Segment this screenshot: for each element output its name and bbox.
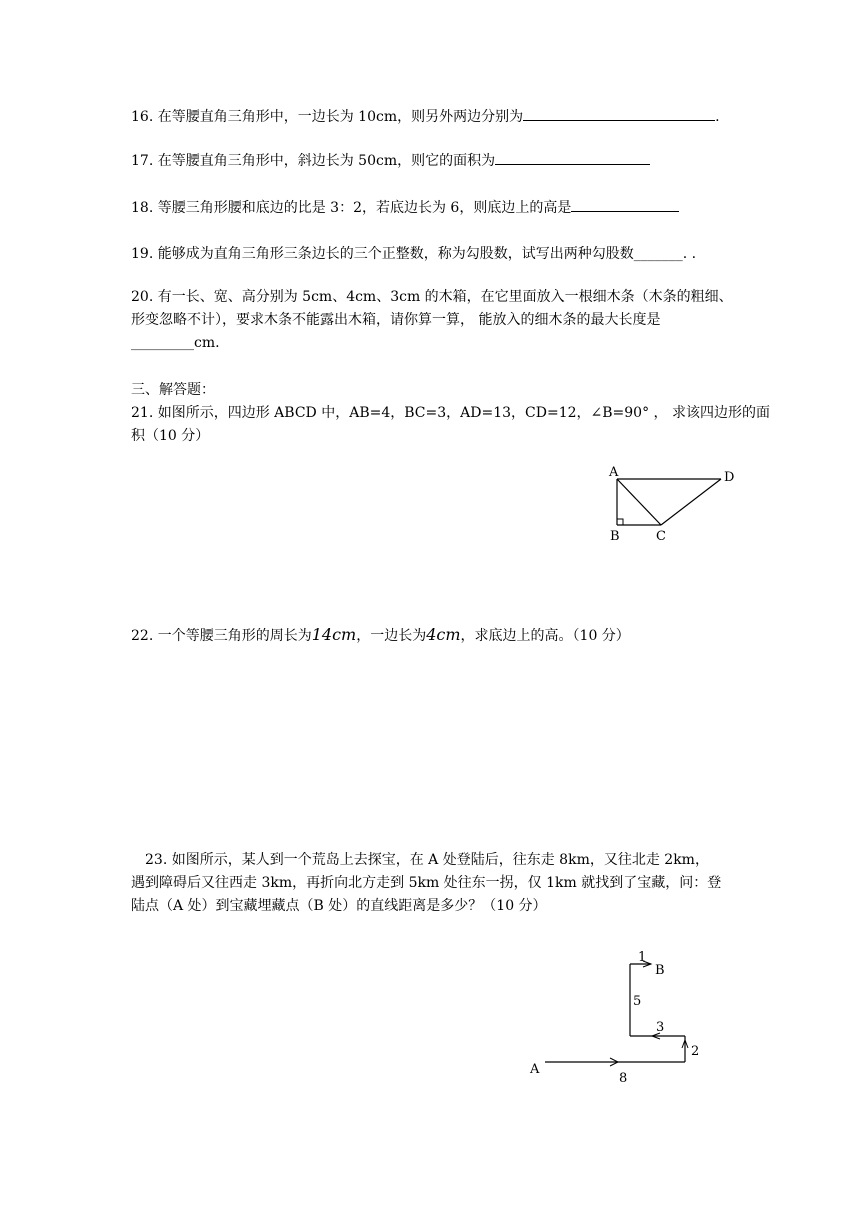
- question-23-line-3: 陆点（A 处）到宝藏埋藏点（B 处）的直线距离是多少？（10 分）: [131, 898, 547, 914]
- label-east-8: 8: [619, 1071, 628, 1086]
- question-20-unit: cm.: [194, 335, 220, 351]
- question-19: [131, 244, 696, 264]
- question-16-tail: .: [715, 109, 720, 125]
- question-18-text: 18. 等腰三角形腰和底边的比是 3：2，若底边长为 6，则底边上的高是: [131, 200, 572, 216]
- question-19-text: 19. 能够成为直角三角形三条边长的三个正整数，称为勾股数，试写出两种勾股数: [131, 246, 634, 262]
- question-20-line-2: 形变忽略不计），要求木条不能露出木箱，请你算一算， 能放入的细木条的最大长度是: [131, 312, 661, 328]
- question-18: [131, 197, 679, 218]
- label-east-1: 1: [638, 950, 647, 965]
- label-north-5: 5: [633, 994, 642, 1009]
- perimeter-value: 14cm: [311, 625, 357, 644]
- question-22-post: ，求底边上的高。（10 分）: [460, 628, 630, 644]
- answer-blank-17[interactable]: [495, 150, 650, 165]
- question-20-line-1: 20. 有一长、宽、高分别为 5cm、4cm、3cm 的木箱，在它里面放入一根细木条（木条的粗细、: [131, 289, 733, 305]
- question-21-line-1: 21. 如图所示，四边形 ABCD 中，AB=4，BC=3，AD=13，CD=12，∠B=90° ， 求该四边形的面: [131, 405, 770, 421]
- question-20-line-3: [131, 333, 220, 353]
- label-c: C: [656, 529, 666, 544]
- label-d: D: [724, 470, 735, 485]
- label-west-3: 3: [656, 1020, 665, 1035]
- direction-arrows: [610, 961, 688, 1066]
- question-21-line-2: 积（10 分）: [131, 428, 210, 444]
- question-22-mid: ，一边长为: [356, 628, 427, 644]
- question-16-text: 16. 在等腰直角三角形中，一边长为 10cm，则另外两边分别为: [131, 109, 524, 125]
- answer-blank-20[interactable]: _________: [131, 335, 194, 351]
- question-19-tail: . .: [682, 246, 697, 262]
- side-value: 4cm: [426, 625, 461, 644]
- question-22-pre: 22. 一个等腰三角形的周长为: [131, 628, 312, 644]
- question-17: [131, 150, 650, 171]
- label-start-a: A: [530, 1062, 540, 1077]
- answer-blank-16[interactable]: [523, 106, 715, 121]
- label-b: B: [610, 529, 620, 544]
- label-a: A: [609, 465, 619, 480]
- treasure-path: [545, 964, 685, 1062]
- section-title: 三、解答题：: [131, 382, 215, 398]
- answer-blank-19[interactable]: _______: [633, 246, 683, 262]
- question-23-line-2: 遇到障碍后又往西走 3km，再折向北方走到 5km 处往东一拐，仅 1km 就找到了宝藏，问：登: [131, 875, 722, 891]
- label-north-2: 2: [691, 1044, 700, 1059]
- question-16: [131, 106, 720, 127]
- question-22: [131, 625, 630, 646]
- question-23-line-1: 23. 如图所示，某人到一个荒岛上去探宝，在 A 处登陆后，往东走 8km，又往北走 2km，: [145, 852, 709, 868]
- answer-blank-18[interactable]: [571, 197, 679, 212]
- label-end-b: B: [655, 963, 665, 978]
- question-17-text: 17. 在等腰直角三角形中，斜边长为 50cm，则它的面积为: [131, 153, 496, 169]
- quadrilateral-abcd: [617, 479, 721, 525]
